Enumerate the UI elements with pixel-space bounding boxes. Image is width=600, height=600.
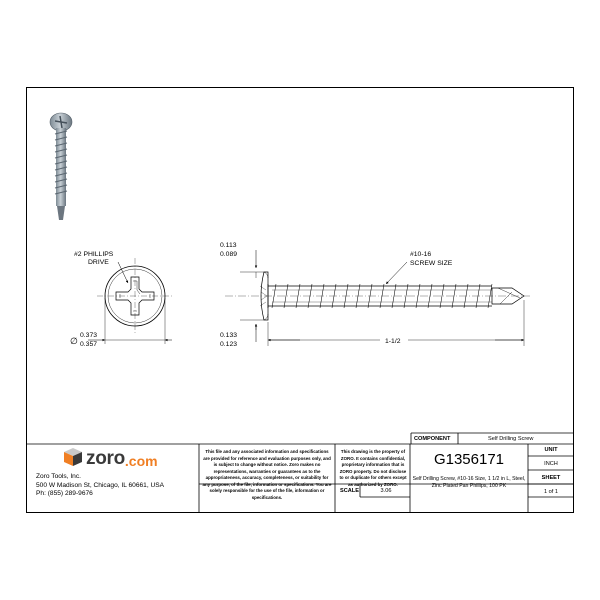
logo-domain: .com	[124, 453, 158, 469]
company-name: Zoro Tools, Inc.	[36, 473, 81, 480]
side-view-dimensions	[240, 250, 524, 346]
part-number: G1356171	[433, 451, 505, 468]
company-phone: Ph: (855) 289-9676	[36, 490, 93, 498]
screw-side-view	[225, 272, 530, 320]
screw-head-end-view	[88, 258, 173, 344]
length-dimension: 1-1/2	[385, 338, 401, 345]
screw-3d-thumbnail-icon	[50, 113, 72, 220]
part-description: Self Drilling Screw, #10-16 Size, 1 1/2 in L, Steel, Zinc Plated Pan Phillips, 100 PK	[412, 476, 526, 489]
head-height-upper: 0.113	[220, 242, 237, 249]
phillips-label-line1: #2 PHILLIPS	[74, 251, 114, 258]
diameter-upper: 0.373	[80, 332, 98, 339]
phillips-label-line2: DRIVE	[88, 259, 109, 266]
sheet-value: 1 of 1	[544, 489, 558, 495]
proprietary-notice: This drawing is the property of ZORO. It contains confidential, proprietary information that is ZORO property. Do not disclose to or duplicate for others except as authorized by ZORO.	[339, 449, 407, 487]
company-address-block	[36, 473, 164, 499]
shank-lower: 0.123	[220, 341, 238, 348]
scale-value: 3.06	[380, 488, 392, 494]
thread-label-line1: #10-16	[410, 251, 432, 258]
scale-label: SCALE	[340, 488, 359, 494]
component-label: COMPONENT	[414, 436, 451, 442]
component-value: Self Drilling Screw	[488, 436, 534, 442]
sheet-label: SHEET	[541, 475, 561, 481]
zoro-logo-icon	[64, 448, 82, 466]
head-height-lower: 0.089	[220, 251, 238, 258]
diameter-lower: 0.357	[80, 341, 98, 348]
drawing-labels	[70, 242, 453, 348]
unit-label: UNIT	[544, 447, 558, 453]
zoro-logo	[86, 448, 158, 470]
disclaimer-text: This file and any associated information and specifications are provided for reference and evaluation purposes only, and is subject to change without notice. Zoro makes no representations, warranties or guarantees as to the appropriateness, accuracy, completeness, or suitability for any purpose, of the file, information or specifications. You are solely responsible for the use of the file, information or specifications.	[202, 449, 332, 500]
diameter-symbol: ∅	[70, 336, 78, 346]
shank-upper: 0.133	[220, 332, 238, 339]
unit-value: INCH	[544, 461, 558, 467]
thread-label-line2: SCREW SIZE	[410, 260, 453, 267]
company-address: 500 W Madison St, Chicago, IL 60661, USA	[36, 481, 165, 489]
logo-word: zoro	[86, 448, 125, 469]
